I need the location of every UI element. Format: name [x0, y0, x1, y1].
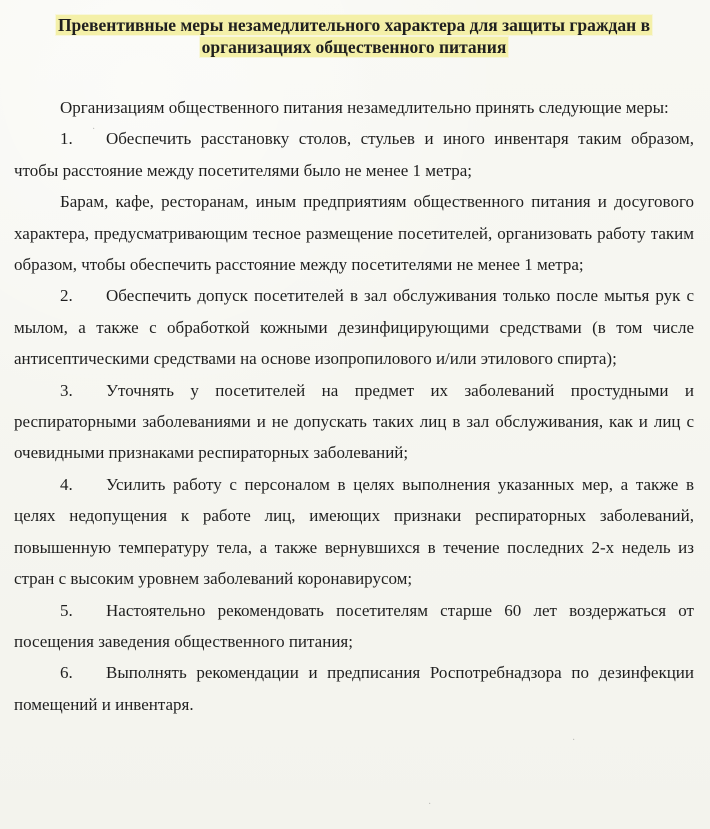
item-3	[14, 375, 694, 469]
item-5-text: Настоятельно рекомендовать посетителям старше 60 лет воздержаться от посещения заведения общественного питания;	[14, 600, 694, 651]
item-5	[14, 595, 694, 658]
item-2	[14, 280, 694, 374]
item-1	[14, 123, 694, 186]
scan-speck: ·	[92, 124, 96, 135]
item-3-number: 3.	[60, 380, 73, 400]
scan-speck: ·	[428, 799, 432, 810]
item-6	[14, 657, 694, 720]
item-2-number: 2.	[60, 286, 73, 306]
item-3-text: Уточнять у посетителей на предмет их заболеваний простудными и респираторными заболеваниями и не допускать таких лиц в зал обслуживания, как и лиц с очевидными признаками респираторных заболеваний;	[14, 380, 694, 463]
intro-paragraph: Организациям общественного питания незамедлительно принять следующие меры:	[60, 98, 669, 117]
document-body	[14, 92, 694, 720]
item-4-text: Усилить работу с персоналом в целях выполнения указанных мер, а также в целях недопущения к работе лиц, имеющих признаки респираторных заболеваний, повышенную температуру тела, а также вернувшихся в течение последних 2-х недель из стран с высоким уровнем заболеваний коронавирусом;	[14, 474, 694, 589]
item-4-number: 4.	[60, 474, 73, 494]
note-after-item-1: Барам, кафе, ресторанам, иным предприятиям общественного питания и досугового характера, предусматривающим тесное размещение посетителей, организовать работу таким образом, чтобы обеспечить расстояние между посетителями не менее 1 метра;	[14, 192, 694, 275]
title-line-2: организациях общественного питания	[201, 37, 507, 57]
scan-speck: ·	[572, 735, 576, 746]
item-1-text: Обеспечить расстановку столов, стульев и иного инвентаря таким образом, чтобы расстояние между посетителями было не менее 1 метра;	[14, 129, 694, 180]
item-6-text: Выполнять рекомендации и предписания Роспотребнадзора по дезинфекции помещений и инвентаря.	[14, 663, 694, 714]
item-2-text: Обеспечить допуск посетителей в зал обслуживания только после мытья рук с мылом, а также с обработкой кожными дезинфицирующими средствами (в том числе антисептическими средствами на основе изопропилового и/или этилового спирта);	[14, 286, 694, 369]
document-title	[14, 14, 694, 58]
item-1-number: 1.	[60, 129, 73, 149]
title-line-1: Превентивные меры незамедлительного характера для защиты граждан в	[57, 15, 651, 35]
item-6-number: 6.	[60, 663, 73, 683]
item-5-number: 5.	[60, 600, 73, 620]
item-4	[14, 469, 694, 595]
